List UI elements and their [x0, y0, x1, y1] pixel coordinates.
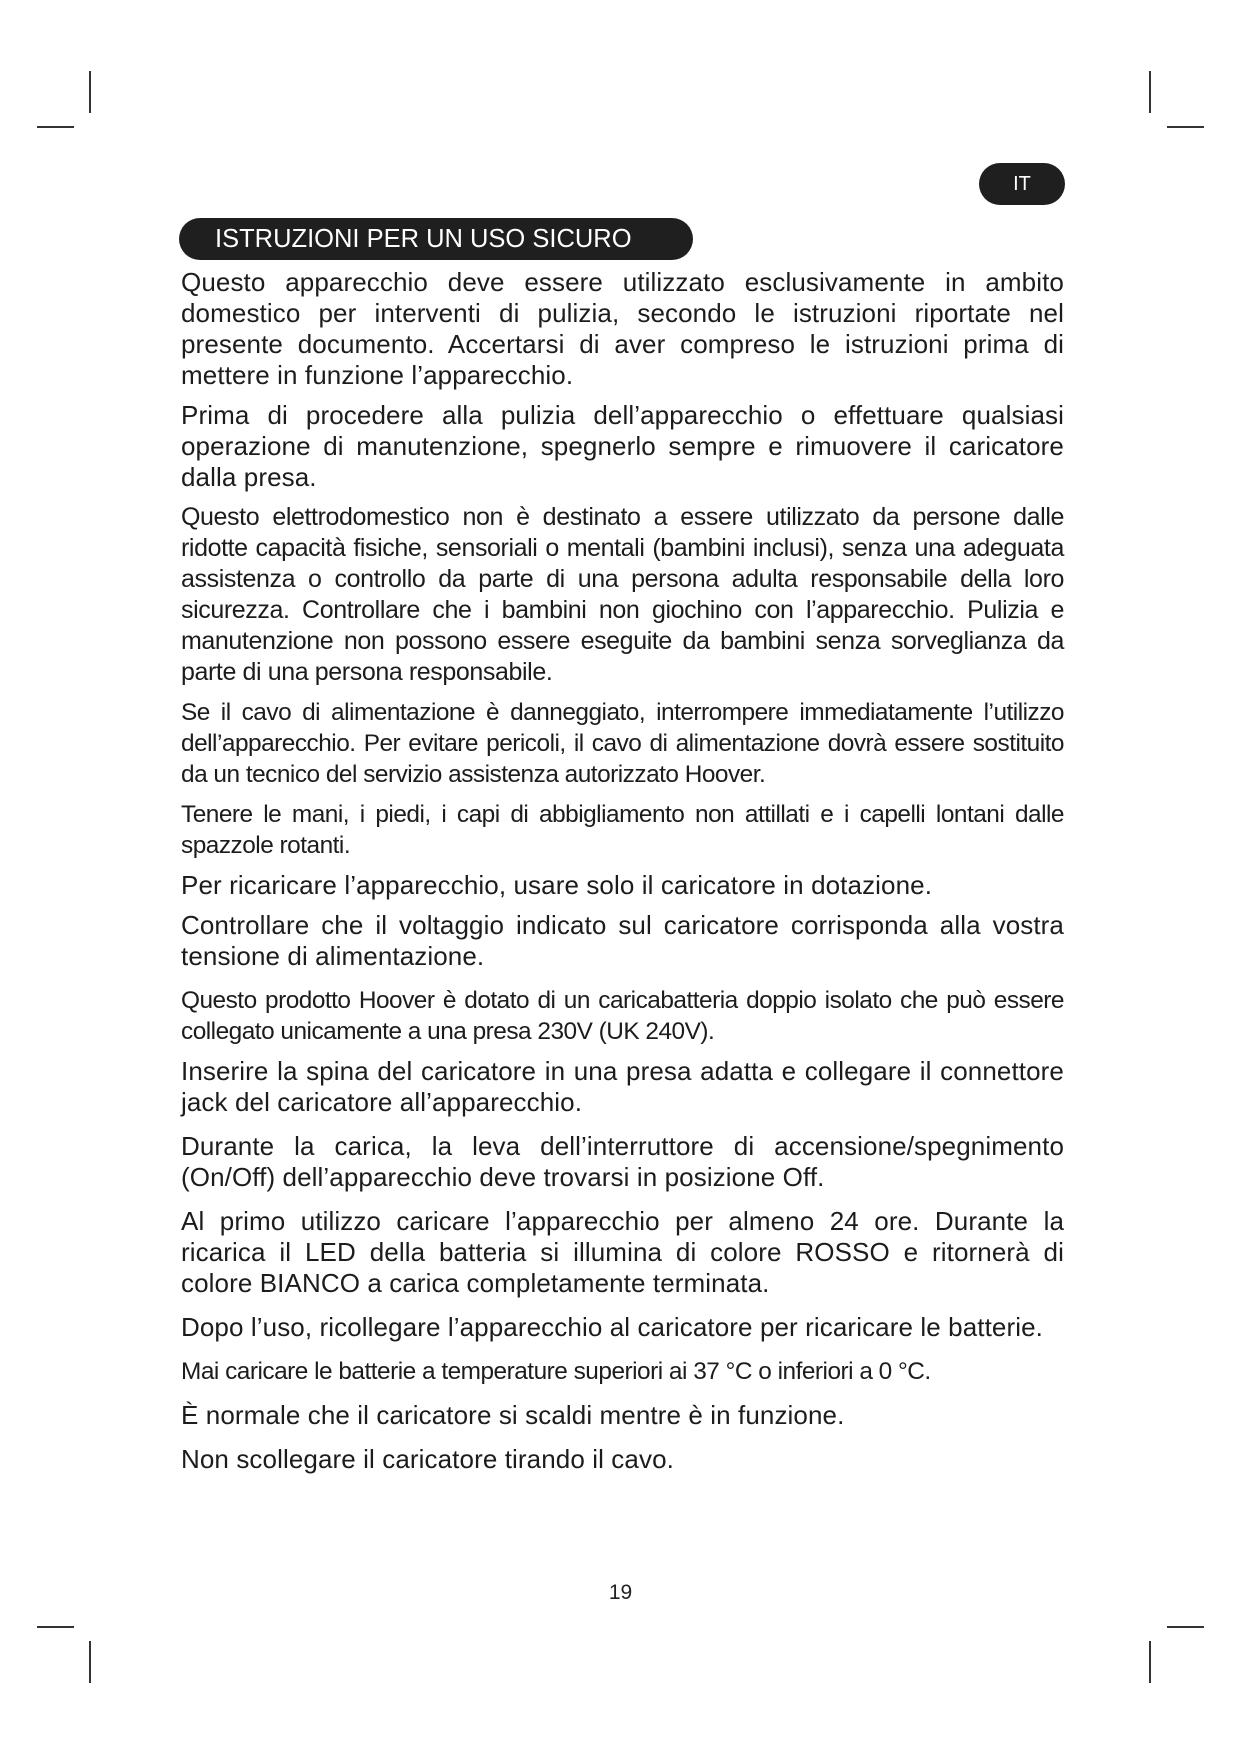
paragraph-first-charge: Al primo utilizzo caricare l’apparecchio per almeno 24 ore. Durante la ricarica il LED della batteria si illumina di colore ROSSO e ritornerà di colore BIANCO a carica completamente terminata.: [181, 1206, 1064, 1298]
paragraph-supplied-charger: Per ricaricare l’apparecchio, usare solo il caricatore in dotazione.: [181, 870, 933, 900]
crop-mark-top-left-horizontal: [37, 126, 74, 128]
paragraph-plug-charger: Inserire la spina del caricatore in una presa adatta e collegare il connettore jack del caricatore all’apparecchio.: [181, 1056, 1064, 1117]
paragraph-after-use: Dopo l’uso, ricollegare l’apparecchio al caricatore per ricaricare le batterie.: [181, 1312, 1043, 1342]
crop-mark-bottom-left-horizontal: [37, 1626, 74, 1628]
crop-mark-top-left-vertical: [89, 71, 91, 113]
paragraph-voltage-check: Controllare che il voltaggio indicato sul caricatore corrisponda alla vostra tensione di alimentazione.: [181, 910, 1064, 971]
paragraph-switch-off: Durante la carica, la leva dell’interruttore di accensione/spegnimento (On/Off) dell’apparecchio deve trovarsi in posizione Off.: [181, 1131, 1064, 1192]
paragraph-temperature: Mai caricare le batterie a temperature superiori ai 37 °C o inferiori a 0 °C.: [181, 1358, 931, 1385]
paragraph-domestic-use: Questo apparecchio deve essere utilizzato esclusivamente in ambito domestico per interventi di pulizia, secondo le istruzioni riportate nel presente documento. Accertarsi di aver compreso le istruzioni prima di mettere in funzione l’apparecchio.: [181, 267, 1064, 390]
crop-mark-bottom-right-vertical: [1149, 1641, 1151, 1683]
crop-mark-bottom-left-vertical: [89, 1641, 91, 1683]
instructions-body: [181, 267, 1064, 1484]
paragraph-unplug: Non scollegare il caricatore tirando il cavo.: [181, 1444, 674, 1474]
paragraph-double-insulated: Questo prodotto Hoover è dotato di un caricabatteria doppio isolato che può essere collegato unicamente a una presa 230V (UK 240V).: [181, 987, 1064, 1045]
paragraph-maintenance: Prima di procedere alla pulizia dell’apparecchio o effettuare qualsiasi operazione di manutenzione, spegnerlo sempre e rimuovere il caricatore dalla presa.: [181, 400, 1064, 492]
language-badge: IT: [979, 163, 1065, 205]
crop-mark-top-right-horizontal: [1167, 126, 1204, 128]
paragraph-charger-warm: È normale che il caricatore si scaldi mentre è in funzione.: [181, 1400, 845, 1430]
section-title: ISTRUZIONI PER UN USO SICURO: [179, 218, 693, 260]
paragraph-rotating-brushes: Tenere le mani, i piedi, i capi di abbigliamento non attillati e i capelli lontani dalle spazzole rotanti.: [181, 801, 1064, 859]
crop-mark-bottom-right-horizontal: [1167, 1626, 1204, 1628]
crop-mark-top-right-vertical: [1149, 71, 1151, 113]
paragraph-damaged-cable: Se il cavo di alimentazione è danneggiato, interrompere immediatamente l’utilizzo dell’apparecchio. Per evitare pericoli, il cavo di alimentazione dovrà essere sostituito da un tecnico del servizio assistenza autorizzato Hoover.: [181, 699, 1064, 788]
paragraph-children-safety: Questo elettrodomestico non è destinato a essere utilizzato da persone dalle ridotte capacità fisiche, sensoriali o mentali (bambini inclusi), senza una adeguata assistenza o controllo da parte di una persona adulta responsabile della loro sicurezza. Controllare che i bambini non giochino con l’apparecchio. Pulizia e manutenzione non possono essere eseguite da bambini senza sorveglianza da parte di una persona responsabile.: [181, 503, 1064, 686]
page-number: 19: [608, 1581, 633, 1604]
